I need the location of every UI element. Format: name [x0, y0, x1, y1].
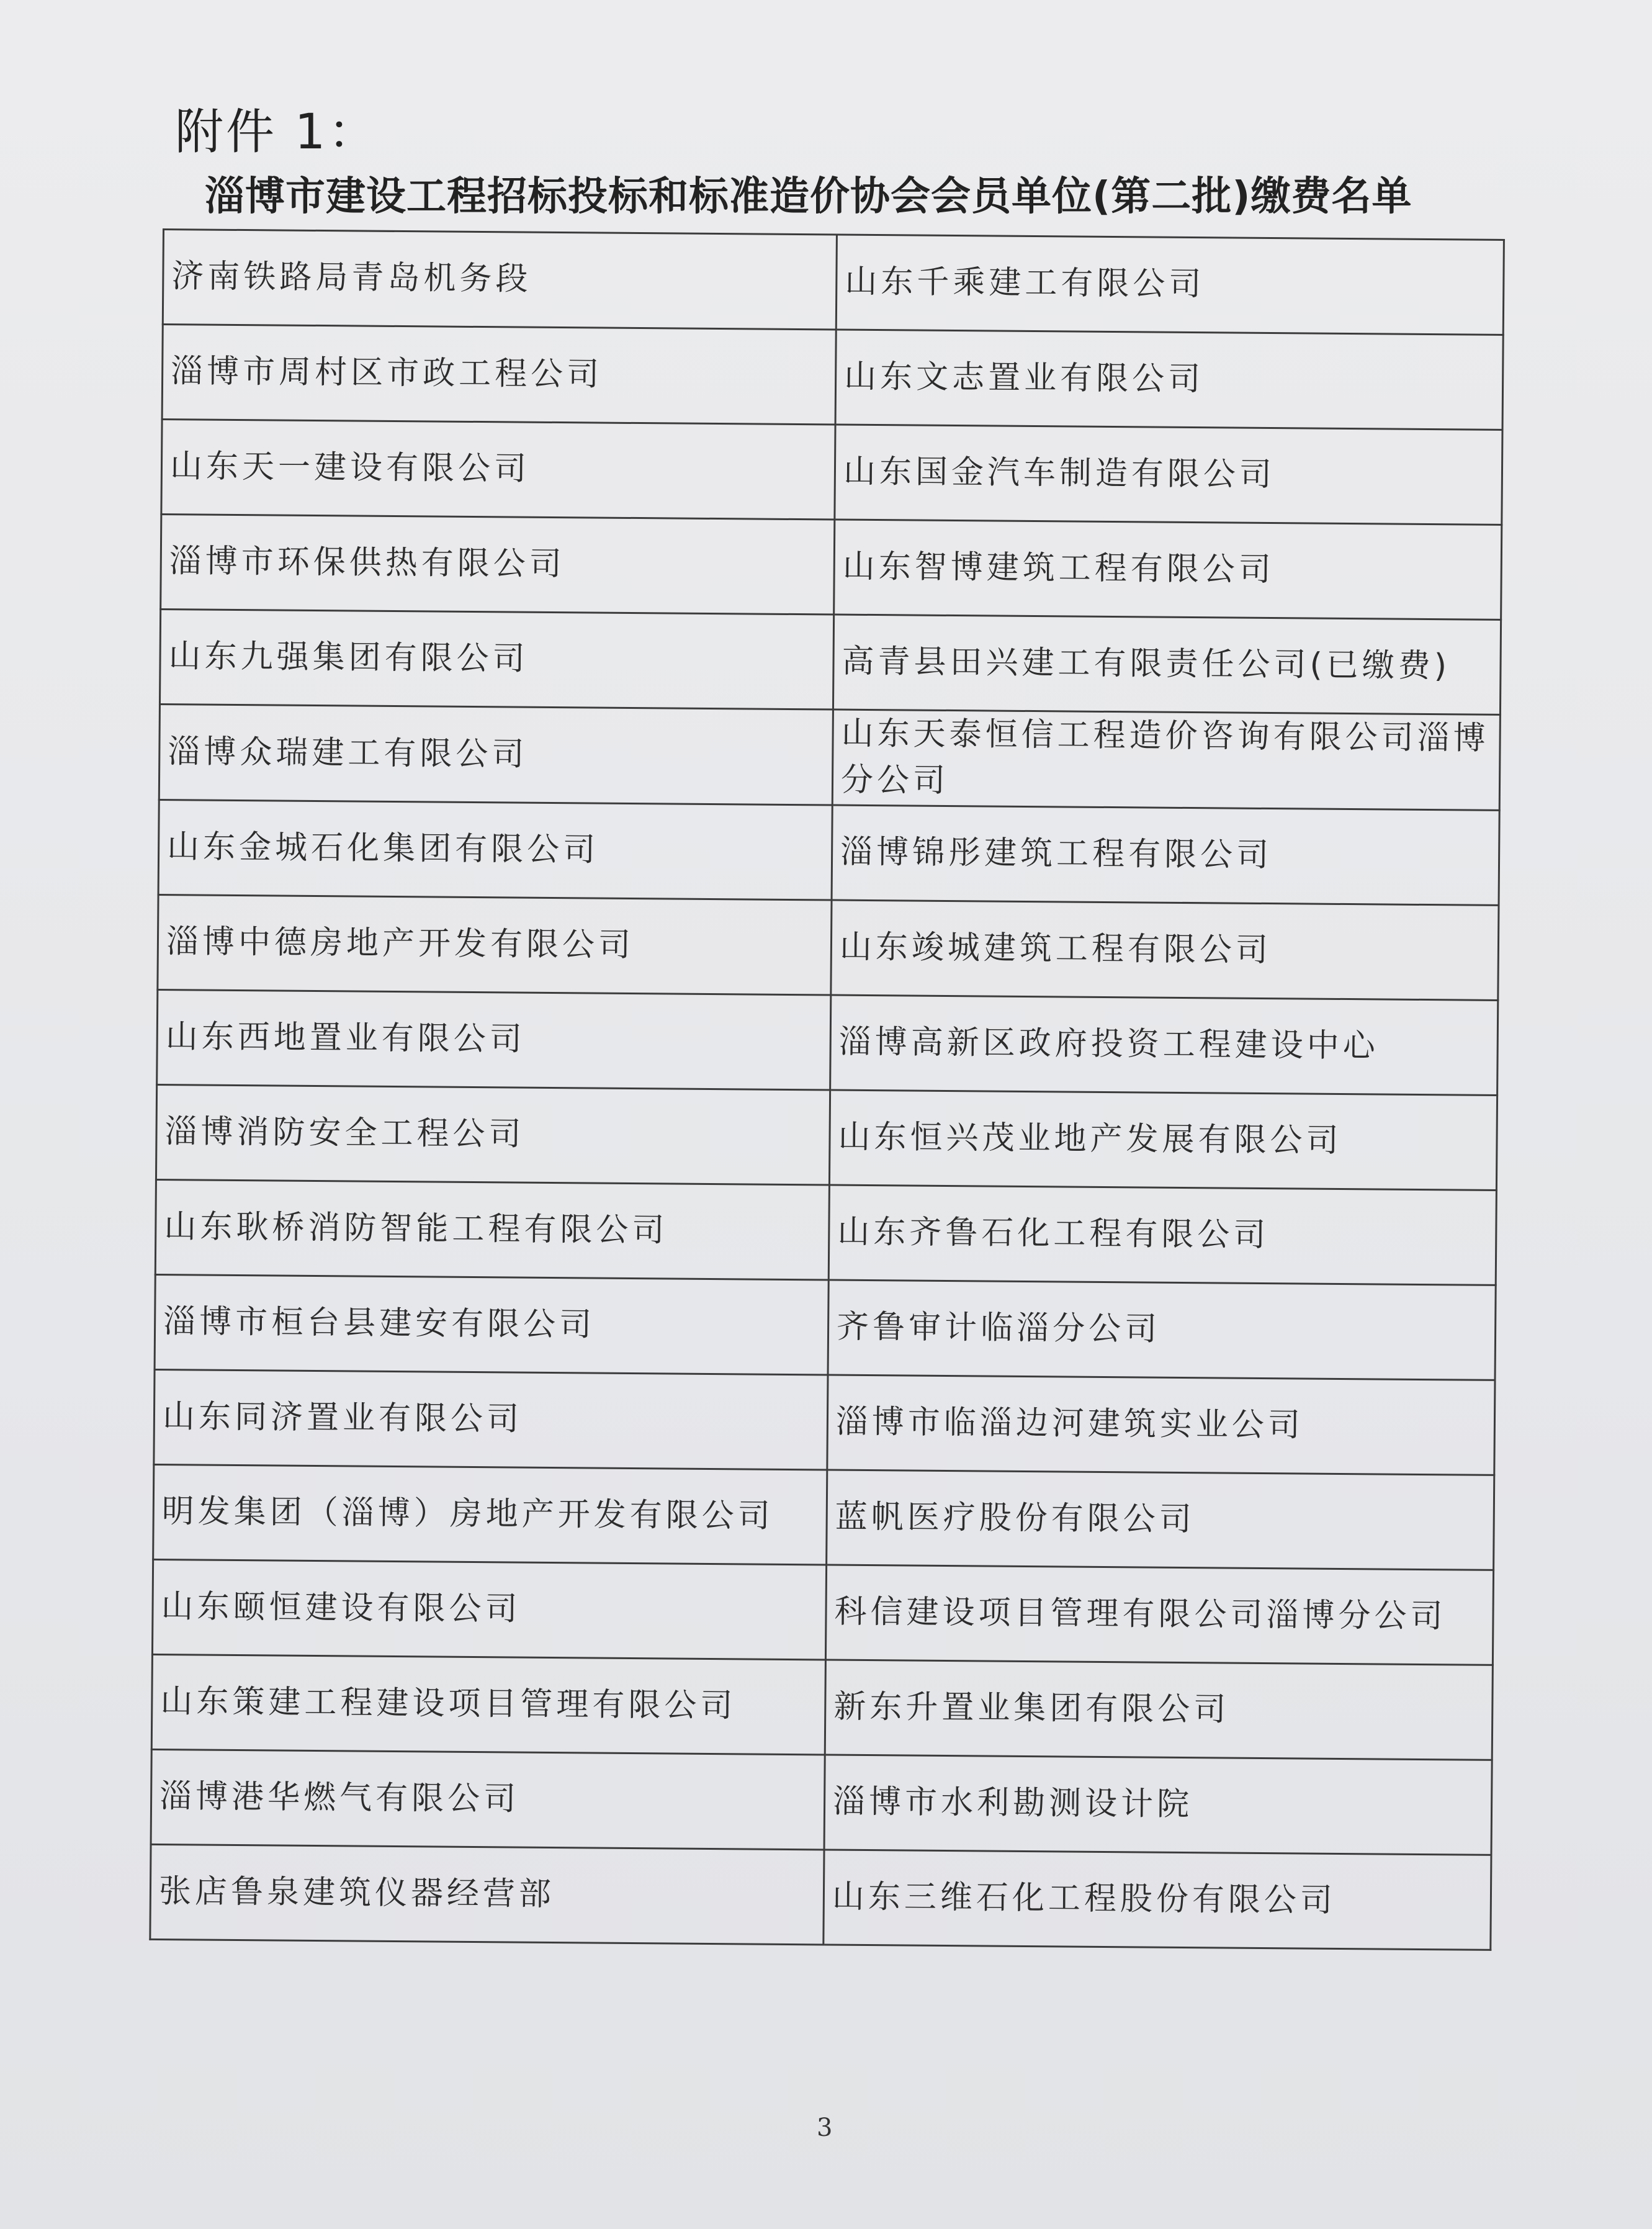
table-row [158, 799, 1499, 905]
member-cell-left: 济南铁路局青岛机务段 [163, 230, 837, 330]
table-row [152, 1559, 1493, 1665]
table-row [158, 894, 1499, 1000]
member-cell-left: 山东策建工程建设项目管理有限公司 [151, 1654, 825, 1755]
member-cell-left: 山东同济置业有限公司 [154, 1369, 828, 1470]
attachment-label: 附件 1： [175, 104, 379, 160]
table-row [162, 325, 1503, 430]
table-row [159, 704, 1500, 810]
member-cell-right: 山东竣城建筑工程有限公司 [831, 900, 1499, 1000]
table-row [161, 420, 1502, 525]
member-table [149, 228, 1505, 1951]
member-cell-right: 蓝帆医疗股份有限公司 [827, 1470, 1494, 1570]
member-cell-right: 山东国金汽车制造有限公司 [835, 425, 1502, 525]
page-number: 3 [817, 2114, 833, 2142]
member-cell-right: 淄博市临淄边河建筑实业公司 [827, 1375, 1495, 1475]
member-cell-right: 淄博锦彤建筑工程有限公司 [832, 805, 1499, 905]
member-cell-right: 山东天泰恒信工程造价咨询有限公司淄博分公司 [832, 709, 1500, 810]
document-title: 淄博市建设工程招标投标和标准造价协会会员单位(第二批)缴费名单 [205, 174, 1412, 220]
table-row [155, 1179, 1496, 1285]
member-cell-right: 山东恒兴茂业地产发展有限公司 [829, 1090, 1497, 1190]
member-cell-left: 山东耿桥消防智能工程有限公司 [155, 1179, 829, 1280]
member-cell-left: 淄博消防安全工程公司 [156, 1084, 830, 1185]
table-row [151, 1654, 1493, 1760]
member-cell-right: 科信建设项目管理有限公司淄博分公司 [825, 1565, 1493, 1665]
member-cell-left: 山东九强集团有限公司 [159, 609, 833, 709]
member-cell-right: 淄博高新区政府投资工程建设中心 [830, 995, 1498, 1095]
member-cell-right: 山东智博建筑工程有限公司 [834, 520, 1502, 619]
table-row [150, 1844, 1491, 1950]
member-cell-left: 淄博市周村区市政工程公司 [162, 325, 836, 425]
member-cell-right: 齐鲁审计临淄分公司 [828, 1280, 1496, 1380]
member-cell-right: 山东千乘建工有限公司 [836, 235, 1504, 335]
member-cell-left: 淄博中德房地产开发有限公司 [158, 894, 832, 995]
table-row [153, 1464, 1494, 1570]
member-cell-left: 明发集团（淄博）房地产开发有限公司 [153, 1464, 827, 1565]
member-cell-left: 山东西地置业有限公司 [157, 989, 831, 1090]
member-cell-left: 淄博众瑞建工有限公司 [159, 704, 833, 804]
member-cell-left: 山东天一建设有限公司 [161, 420, 835, 520]
member-cell-left: 淄博市桓台县建安有限公司 [155, 1274, 828, 1375]
table-row [151, 1749, 1492, 1855]
table-row [159, 609, 1501, 714]
member-cell-right: 山东文志置业有限公司 [835, 330, 1503, 430]
member-cell-left: 山东颐恒建设有限公司 [152, 1559, 826, 1660]
table-row [156, 1084, 1497, 1190]
member-cell-left: 淄博港华燃气有限公司 [151, 1749, 825, 1850]
member-cell-right: 新东升置业集团有限公司 [825, 1660, 1493, 1760]
member-cell-left: 淄博市环保供热有限公司 [161, 514, 835, 615]
member-cell-right: 山东三维石化工程股份有限公司 [824, 1850, 1491, 1950]
member-cell-right: 淄博市水利勘测设计院 [824, 1755, 1492, 1855]
table-row [155, 1274, 1496, 1380]
table-row [161, 514, 1502, 619]
table-row [157, 989, 1498, 1095]
member-table-body [150, 230, 1504, 1950]
member-cell-right: 山东齐鲁石化工程有限公司 [828, 1185, 1496, 1285]
member-cell-left: 山东金城石化集团有限公司 [158, 799, 832, 900]
member-cell-right: 高青县田兴建工有限责任公司(已缴费) [833, 615, 1501, 714]
table-row [154, 1369, 1495, 1475]
member-cell-left: 张店鲁泉建筑仪器经营部 [150, 1844, 824, 1945]
table-row [163, 230, 1504, 335]
